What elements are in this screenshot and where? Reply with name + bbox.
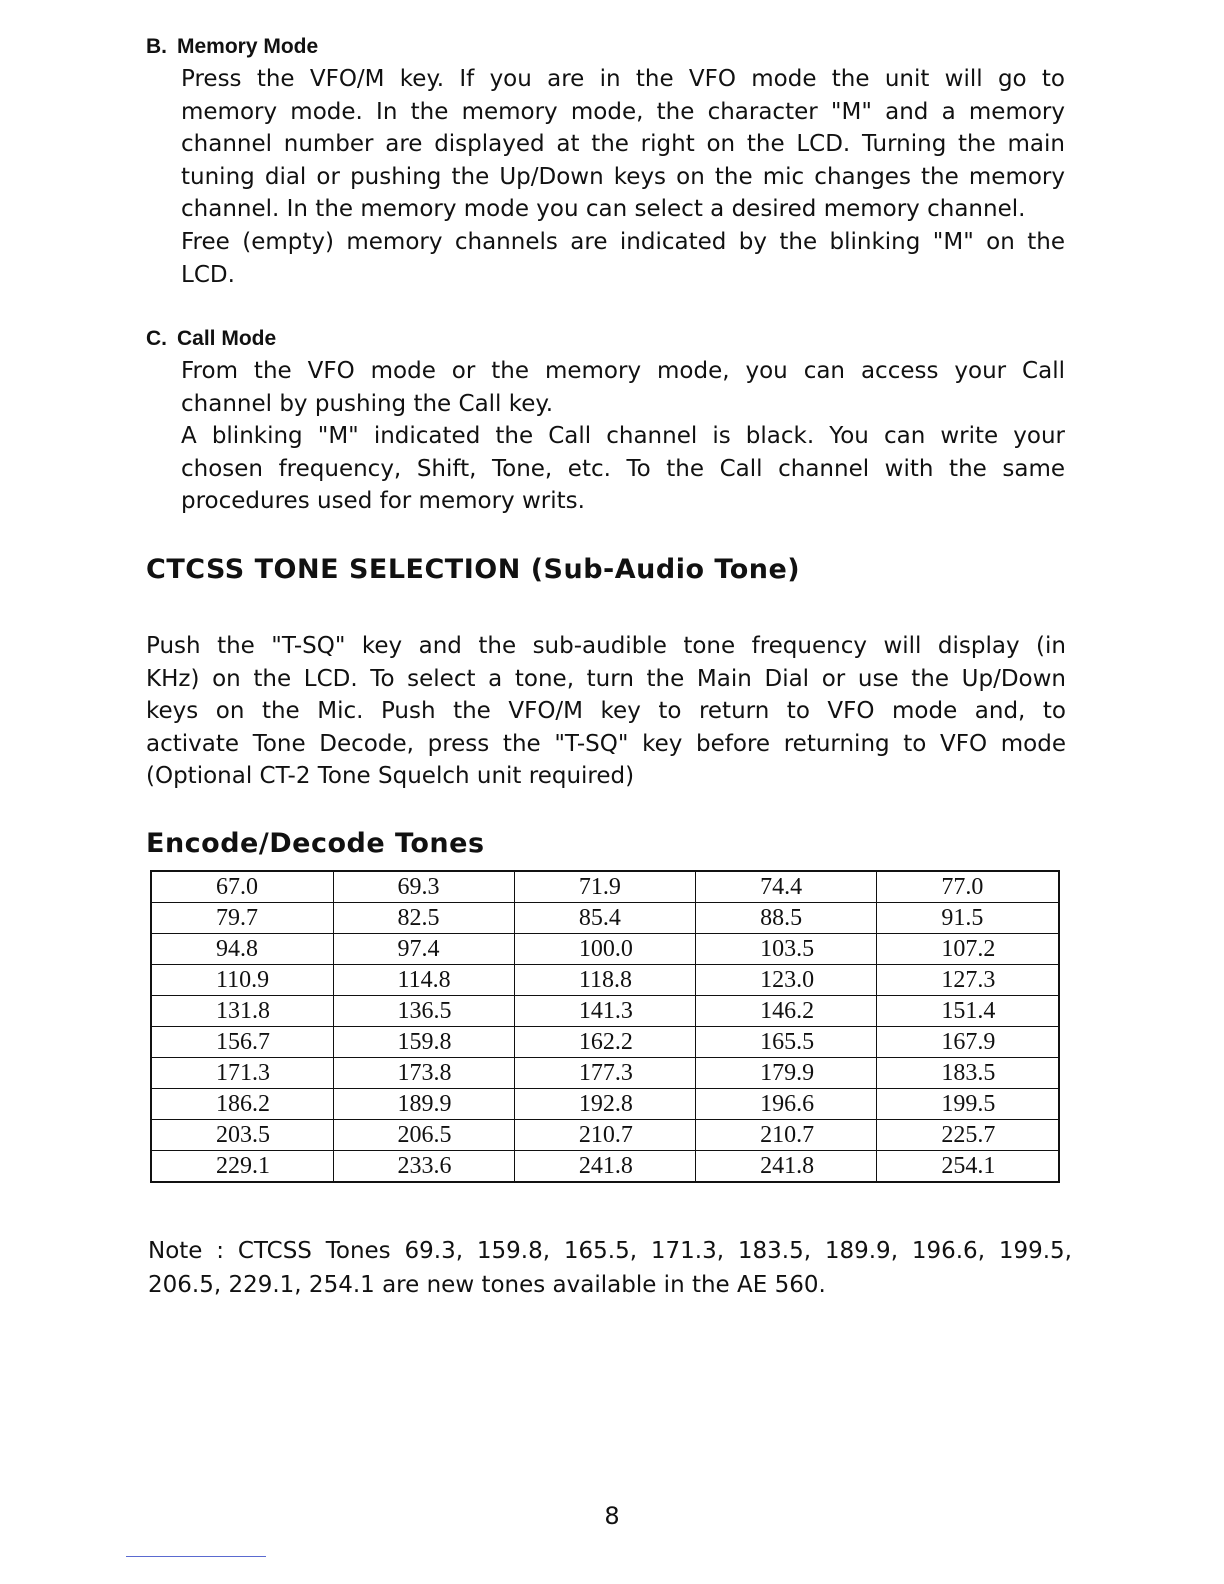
tone-cell: 67.0 [151,871,333,903]
ctcss-heading: CTCSS TONE SELECTION (Sub-Audio Tone) [146,554,801,585]
table-row [151,1058,1059,1089]
memory-mode-heading [146,35,318,59]
tone-cell: 114.8 [333,965,514,996]
tone-cell: 183.5 [877,1058,1059,1089]
tone-cell: 82.5 [333,903,514,934]
table-row [151,934,1059,965]
call-mode-heading [146,327,276,351]
table-row [151,1027,1059,1058]
tone-cell: 210.7 [696,1120,877,1151]
tone-cell: 100.0 [514,934,695,965]
table-row [151,903,1059,934]
memory-mode-line: channel. In the memory mode you can select a desired memory channel. [181,196,1026,223]
memory-mode-title: Memory Mode [177,35,319,58]
memory-mode-line: channel number are displayed at the right on the LCD. Turning the main [181,131,1065,158]
tone-cell: 241.8 [514,1151,695,1183]
tone-cell: 141.3 [514,996,695,1027]
tone-cell: 186.2 [151,1089,333,1120]
call-mode-line: A blinking "M" indicated the Call channel is black. You can write your [181,423,1065,450]
table-row [151,965,1059,996]
ctcss-line: keys on the Mic. Push the VFO/M key to return to VFO mode and, to [146,698,1066,725]
tone-cell: 94.8 [151,934,333,965]
tones-heading: Encode/Decode Tones [146,828,485,859]
page-number: 8 [604,1502,620,1530]
ctcss-line: (Optional CT-2 Tone Squelch unit required) [146,763,635,790]
memory-mode-line: Press the VFO/M key. If you are in the VFO mode the unit will go to [181,66,1065,92]
tone-cell: 85.4 [514,903,695,934]
tone-cell: 189.9 [333,1089,514,1120]
tone-cell: 107.2 [877,934,1059,965]
tone-cell: 110.9 [151,965,333,996]
memory-mode-line: memory mode. In the memory mode, the character "M" and a memory [181,98,1065,125]
memory-mode-line: tuning dial or pushing the Up/Down keys on the mic changes the memory [181,163,1065,190]
tone-cell: 146.2 [696,996,877,1027]
tone-cell: 156.7 [151,1027,333,1058]
tone-cell: 225.7 [877,1120,1059,1151]
memory-mode-letter: B. [146,35,167,58]
call-mode-text [181,355,1065,518]
call-mode-line: chosen frequency, Shift, Tone, etc. To the Call channel with the same [181,455,1065,482]
note-line: 206.5, 229.1, 254.1 are new tones available in the AE 560. [148,1272,826,1298]
tone-cell: 136.5 [333,996,514,1027]
tone-cell: 210.7 [514,1120,695,1151]
tone-cell: 131.8 [151,996,333,1027]
tones-table [150,870,1060,1183]
tone-cell: 159.8 [333,1027,514,1058]
memory-mode-line: LCD. [181,261,235,288]
table-row [151,996,1059,1027]
tone-cell: 79.7 [151,903,333,934]
call-mode-letter: C. [146,327,167,350]
tone-cell: 97.4 [333,934,514,965]
tone-cell: 118.8 [514,965,695,996]
call-mode-line: channel by pushing the Call key. [181,390,554,417]
table-row [151,1089,1059,1120]
tone-cell: 74.4 [696,871,877,903]
tone-cell: 151.4 [877,996,1059,1027]
tone-cell: 71.9 [514,871,695,903]
tone-cell: 91.5 [877,903,1059,934]
ctcss-line: Push the "T-SQ" key and the sub-audible tone frequency will display (in [146,633,1066,659]
tone-cell: 69.3 [333,871,514,903]
tone-cell: 103.5 [696,934,877,965]
tone-cell: 123.0 [696,965,877,996]
tone-cell: 196.6 [696,1089,877,1120]
table-row [151,871,1059,903]
bottom-rule [126,1556,266,1557]
tone-cell: 167.9 [877,1027,1059,1058]
tone-cell: 88.5 [696,903,877,934]
tone-cell: 254.1 [877,1151,1059,1183]
tone-cell: 192.8 [514,1089,695,1120]
memory-mode-line: Free (empty) memory channels are indicated by the blinking "M" on the [181,228,1065,255]
note-text [148,1234,1072,1302]
tone-cell: 173.8 [333,1058,514,1089]
call-mode-title: Call Mode [177,327,277,350]
tone-cell: 199.5 [877,1089,1059,1120]
tone-cell: 162.2 [514,1027,695,1058]
tone-cell: 165.5 [696,1027,877,1058]
table-row [151,1120,1059,1151]
tone-cell: 203.5 [151,1120,333,1151]
ctcss-text [146,630,1066,793]
ctcss-line: KHz) on the LCD. To select a tone, turn the Main Dial or use the Up/Down [146,665,1066,692]
memory-mode-text [181,63,1065,291]
tone-cell: 179.9 [696,1058,877,1089]
ctcss-line: activate Tone Decode, press the "T-SQ" key before returning to VFO mode [146,730,1066,757]
call-mode-line: From the VFO mode or the memory mode, you can access your Call [181,358,1065,384]
tone-cell: 241.8 [696,1151,877,1183]
tone-cell: 233.6 [333,1151,514,1183]
tone-cell: 171.3 [151,1058,333,1089]
table-row [151,1151,1059,1183]
tone-cell: 229.1 [151,1151,333,1183]
tone-cell: 177.3 [514,1058,695,1089]
call-mode-line: procedures used for memory writs. [181,488,585,515]
tone-cell: 206.5 [333,1120,514,1151]
tone-cell: 127.3 [877,965,1059,996]
tone-cell: 77.0 [877,871,1059,903]
note-line: Note : CTCSS Tones 69.3, 159.8, 165.5, 171.3, 183.5, 189.9, 196.6, 199.5, [148,1238,1072,1264]
